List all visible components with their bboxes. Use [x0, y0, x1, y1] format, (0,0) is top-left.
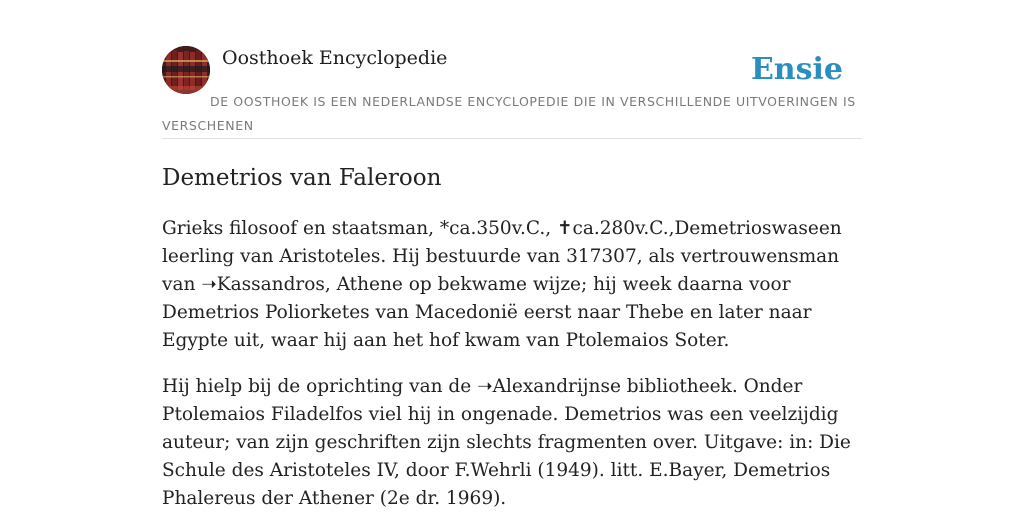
site-tagline: DE OOSTHOEK IS EEN NEDERLANDSE ENCYCLOPEDIE DIE IN VERSCHILLENDE UITVOERINGEN IS VERSCHENEN	[162, 94, 856, 133]
article-paragraph-2	[162, 373, 862, 512]
link-kassandros[interactable]: ➝Kassandros	[201, 274, 325, 295]
site-header	[162, 46, 862, 139]
paragraph-2-text-b: . Onder Ptolemaios Filadelfos viel hij in ongenade. Demetrios was een veelzijdig auteur; van zijn geschriften zijn slechts fragmenten over. Uitgave: in: Die Schule des Aristoteles IV, door F.Wehrli (1949). litt. E.Bayer, Demetrios Phalereus der Athener (2e dr. 1969).	[162, 376, 851, 509]
paragraph-2-text-a: Hij hielp bij de oprichting van de	[162, 376, 478, 397]
site-name[interactable]: Oosthoek Encyclopedie	[222, 47, 448, 69]
books-image	[162, 46, 210, 94]
content-container	[162, 46, 862, 512]
ensie-logo[interactable]: Ensie	[750, 52, 843, 87]
link-alexandrijnse-bibliotheek[interactable]: ➝Alexandrijnse bibliotheek	[477, 376, 732, 397]
encyclopedia-avatar[interactable]	[162, 46, 210, 94]
article-paragraph-1	[162, 215, 862, 355]
paragraph-1-text-b: , Athene op bekwame wijze; hij week daarna voor Demetrios Poliorketes van Macedonië eerst naar Thebe en later naar Egypte uit, waar hij aan het hof kwam van Ptolemaios Soter.	[162, 274, 812, 351]
article-title: Demetrios van Faleroon	[162, 165, 442, 191]
article-body	[162, 215, 862, 512]
paragraph-1-text-a: Grieks filosoof en staatsman, *ca.350v.C., ✝ca.280v.C.,Demetrioswaseen leerling van Aristoteles. Hij bestuurde van 317307, als vertrouwensman van	[162, 218, 842, 295]
